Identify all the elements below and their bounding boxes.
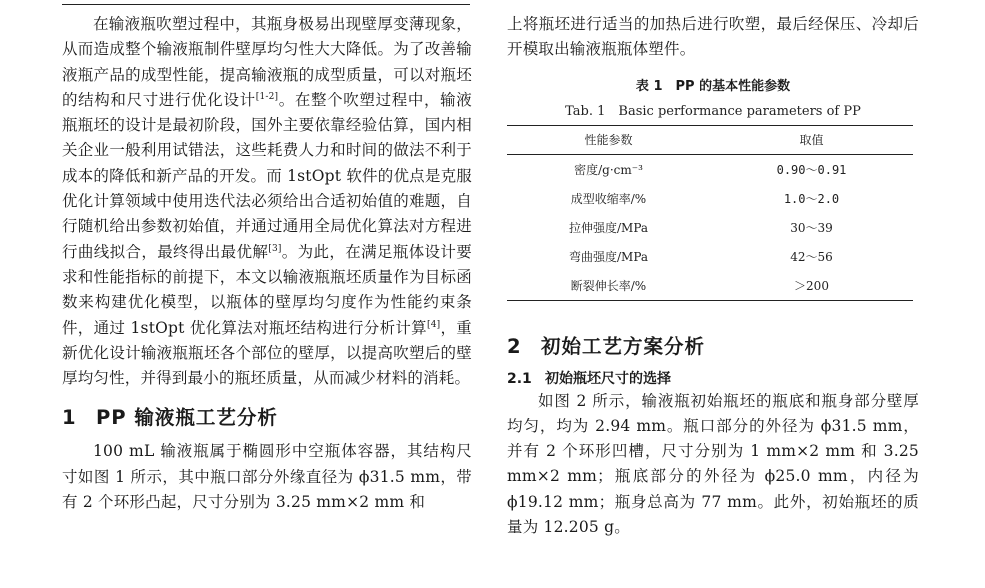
section-1-number: 1 [62, 406, 77, 430]
table-header-value: 取值 [710, 125, 913, 154]
section-1-paragraph: 100 mL 输液瓶属于椭圆形中空瓶体容器，其结构尺寸如图 1 所示，其中瓶口部分外缘直径为 ϕ31.5 mm，带有 2 个环形凸起，尺寸分别为 3.25 mm×2 mm 和 [62, 442, 472, 512]
citation-4[interactable]: [4] [427, 319, 441, 330]
subsection-2-1-heading [507, 368, 919, 388]
table-cell-value: 1.0～2.0 [783, 191, 840, 206]
table-row [507, 154, 913, 184]
intro-text-4: ，重新优化设计输液瓶瓶坯各个部位的壁厚，以提高吹塑后的壁厚均匀性，并得到最小的瓶坯质量，从而减少材料的消耗。 [62, 318, 472, 388]
section-2-heading [507, 331, 919, 359]
section-2-title: 初始工艺方案分析 [541, 334, 706, 358]
subsection-2-1-title: 初始瓶坯尺寸的选择 [545, 370, 671, 387]
table-row [507, 242, 913, 271]
table-header-param: 性能参数 [507, 125, 710, 154]
table-1 [507, 125, 913, 301]
intro-text-1: 在输液瓶吹塑过程中，其瓶身极易出现壁厚变薄现象，从而造成整个输液瓶制件壁厚均匀性大大降低。为了改善输液瓶产品的成型性能，提高输液瓶的成型质量，可以对瓶坯的结构和尺寸进行优化设计 [62, 15, 472, 109]
section-2-number: 2 [507, 334, 522, 358]
continued-paragraph: 上将瓶坯进行适当的加热后进行吹塑，最后经保压、冷却后开模取出输液瓶瓶体塑件。 [507, 15, 919, 59]
section-1-title: PP 输液瓶工艺分析 [96, 406, 278, 430]
citation-1-2[interactable]: [1-2] [255, 91, 279, 102]
table-1-caption-cn: 表 1 PP 的基本性能参数 [635, 78, 791, 94]
table-cell-value: 0.90～0.91 [776, 162, 847, 177]
intro-text-3: 。为此，在满足瓶体设计要求和性能指标的前提下，本文以输液瓶瓶坯质量作为目标函数来构建优化模型，以瓶体的壁厚均匀度作为性能约束条件，通过 1stOpt 优化算法对瓶坯结构进行分析计算 [62, 242, 472, 337]
table-cell-param: 成型收缩率/% [570, 191, 647, 206]
table-row [507, 271, 913, 301]
table-row [507, 213, 913, 242]
table-cell-value: 42～56 [790, 249, 833, 264]
intro-paragraph [62, 12, 472, 391]
table-cell-param: 断裂伸长率/% [507, 271, 710, 301]
top-rule [62, 4, 470, 5]
subsection-2-1-number: 2.1 [507, 370, 532, 387]
section-1-heading [62, 402, 472, 430]
citation-3[interactable]: [3] [268, 243, 282, 254]
table-cell-value: 30～39 [790, 220, 833, 235]
subsection-2-1-paragraph: 如图 2 所示，输液瓶初始瓶坯的瓶底和瓶身部分壁厚均匀，均为 2.94 mm。瓶口部分的外径为 ϕ31.5 mm，并有 2 个环形凹槽，尺寸分别为 1 mm×2 mm 和 3.25 mm×2 mm；瓶底部分的外径为 ϕ25.0 mm，内径为 ϕ19.12 mm；瓶身总高为 77 mm。此外，初始瓶坯的质量为 12.205 g。 [507, 391, 919, 537]
intro-text-2: 。在整个吹塑过程中，输液瓶瓶坯的设计是最初阶段，国外主要依靠经验估算，国内相关企业一般利用试错法，这些耗费人力和时间的做法不利于成本的降低和新产品的开发。而 1stOpt 软件的优点是克服优化计算领域中使用迭代法必须给出合适初始值的难题，自行随机给出参数初始值，并通过通用全局优化算法对方程进行曲线拟合，最终得出最优解 [62, 90, 473, 261]
table-cell-param: 弯曲强度/MPa [568, 249, 649, 264]
right-column [507, 12, 919, 540]
table-cell-param: 密度/g·cm⁻³ [574, 162, 643, 177]
table-cell-param: 拉伸强度/MPa [568, 220, 649, 235]
table-1-caption-en: Tab. 1 Basic performance parameters of PP [565, 103, 861, 119]
table-row [507, 184, 913, 213]
left-column [62, 12, 472, 515]
table-cell-value: ＞200 [710, 271, 913, 301]
table-header-row [507, 125, 913, 154]
